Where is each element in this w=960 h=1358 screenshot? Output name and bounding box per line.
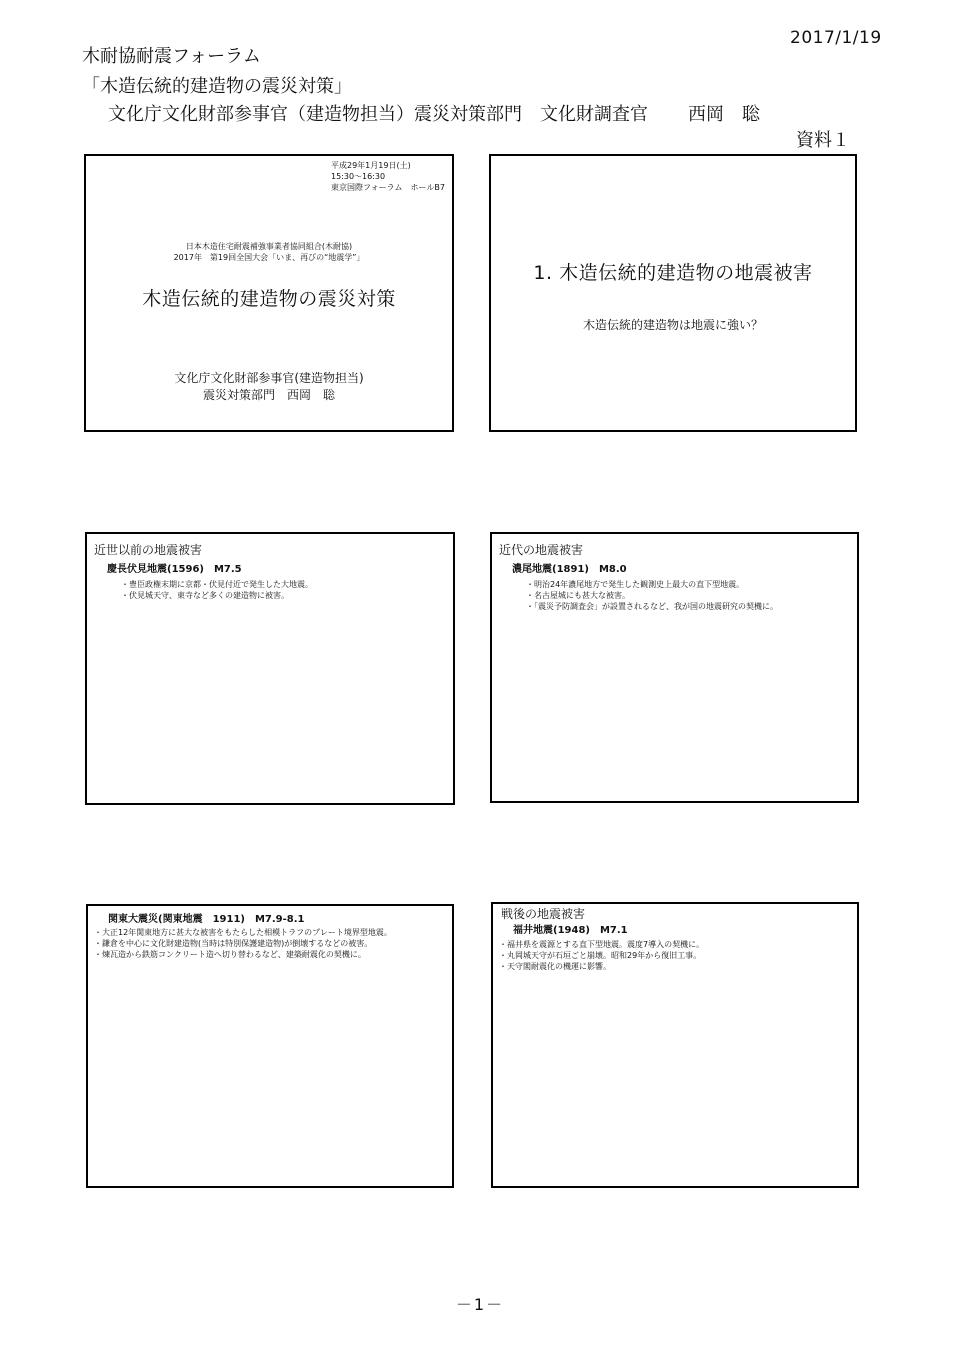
forum-name: 木耐協耐震フォーラム	[82, 46, 261, 67]
event-date: 平成29年1月19日(土)	[331, 161, 411, 170]
bullet-item: ・ 煉瓦造から鉄筋コンクリート造へ切り替わるなど、建築耐震化の契機に。	[94, 949, 392, 960]
speaker-affiliation: 文化庁文化財部参事官（建造物担当）震災対策部門 文化財調査官	[108, 104, 648, 125]
event-time: 15:30～16:30	[331, 172, 386, 181]
slide-author	[86, 370, 452, 404]
slide-main-title: 木造伝統的建造物の震災対策	[142, 288, 396, 310]
slide-heading: 近世以前の地震被害	[94, 543, 203, 557]
earthquake-name: 福井地震(1948) M7.1	[513, 925, 628, 936]
slide-heading: 近代の地震被害	[499, 543, 584, 557]
bullet-item: ・ 名古屋城にも甚大な被害。	[526, 590, 778, 601]
slide-section-1	[489, 154, 857, 432]
bullet-list	[526, 579, 778, 612]
section-subtitle: 木造伝統的建造物は地震に強い？	[582, 318, 763, 332]
bullet-item: ・ 丸岡城天守が石垣ごと崩壊。昭和29年から復旧工事。	[499, 950, 704, 961]
bullet-item: ・ 鎌倉を中心に文化財建造物(当時は特別保護建造物)が倒壊するなどの被害。	[94, 938, 392, 949]
earthquake-name: 関東大震災(関東地震 1911) M7.9-8.1	[108, 914, 305, 925]
earthquake-name: 慶長伏見地震(1596) M7.5	[107, 564, 242, 575]
slide-modern-damage	[490, 532, 859, 803]
slide-heading: 戦後の地震被害	[501, 907, 586, 921]
slide-kanto-earthquake	[86, 904, 454, 1188]
slide-premodern-damage	[85, 532, 455, 805]
author-affiliation: 文化庁文化財部参事官(建造物担当)	[174, 371, 364, 385]
bullet-item: ・ 大正12年関東地方に甚大な被害をもたらした相模トラフのプレート境界型地震。	[94, 927, 392, 938]
document-date: 2017/1/19	[790, 28, 882, 48]
organizer-name: 日本木造住宅耐震補強事業者協同組合(木耐協)	[185, 242, 353, 251]
conference-name: 2017年 第19回全国大会「いま、再びの“地震学”」	[173, 253, 365, 262]
page-number: －1－	[455, 1295, 505, 1314]
bullet-item: ・ 伏見城天守、東寺など多くの建造物に被害。	[121, 590, 313, 601]
event-venue: 東京国際フォーラム ホールB7	[331, 183, 445, 192]
event-info	[331, 160, 445, 193]
bullet-item: ・ 福井県を震源とする直下型地震。震度7導入の契機に。	[499, 939, 704, 950]
speaker-line	[108, 100, 760, 126]
section-title: 1. 木造伝統的建造物の地震被害	[533, 262, 813, 284]
bullet-list	[499, 939, 704, 972]
earthquake-name: 濃尾地震(1891) M8.0	[512, 564, 627, 575]
bullet-list	[121, 579, 313, 601]
bullet-item: ・ 「震災予防調査会」が設置されるなど、我が国の地震研究の契機に。	[526, 601, 778, 612]
bullet-item: ・ 明治24年濃尾地方で発生した観測史上最大の直下型地震。	[526, 579, 778, 590]
author-name: 震災対策部門 西岡 聡	[202, 388, 335, 402]
bullet-list	[94, 927, 392, 960]
bullet-item: ・ 天守閣耐震化の機運に影響。	[499, 961, 704, 972]
bullet-item: ・ 豊臣政権末期に京都・伏見付近で発生した大地震。	[121, 579, 313, 590]
material-label: 資料１	[796, 130, 850, 151]
slide-postwar-damage	[491, 902, 859, 1188]
lecture-title: 「木造伝統的建造物の震災対策」	[82, 76, 352, 97]
slide-title	[84, 154, 454, 432]
event-organizer	[86, 241, 452, 263]
speaker-name: 西岡 聡	[688, 104, 760, 125]
